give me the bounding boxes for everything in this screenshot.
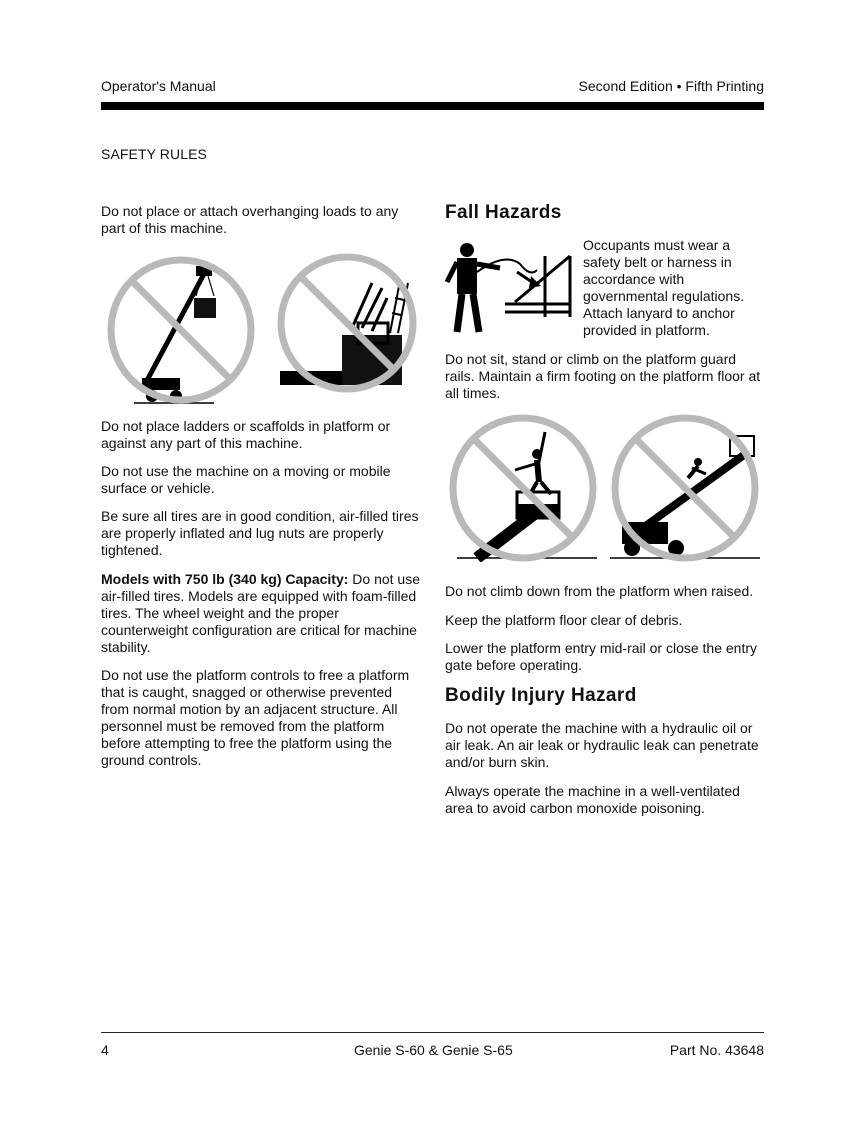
header-manual-title: Operator's Manual: [101, 78, 216, 94]
overhanging-loads-text: Do not place or attach overhanging loads to any part of this machine.: [101, 203, 399, 236]
header-rule: [101, 102, 764, 110]
harness-text: Occupants must wear a safety belt or harness in accordance with governmental regulations. Attach lanyard to anchor provided in platform.: [583, 237, 745, 338]
entry-gate-text: Lower the platform entry mid-rail or close the entry gate before operating.: [445, 640, 758, 673]
header-edition: Second Edition • Fifth Printing: [578, 78, 764, 94]
capacity-label: Models with 750 lb (340 kg) Capacity:: [101, 571, 349, 587]
footer-rule: [101, 1032, 764, 1033]
harness-lanyard-icon: [445, 242, 575, 337]
footer-part-number: Part No. 43648: [669, 1042, 764, 1058]
prohibition-overhanging-load-icon: [104, 256, 259, 406]
bodily-injury-heading: Bodily Injury Hazard: [445, 685, 637, 706]
capacity-text: [101, 571, 423, 656]
prohibition-climbing-boom-icon: [610, 412, 765, 562]
ladders-text: Do not place ladders or scaffolds in platform or against any part of this machine.: [101, 418, 391, 451]
debris-text: Keep the platform floor clear of debris.: [445, 612, 683, 628]
prohibition-standing-on-rails-icon: [447, 412, 602, 562]
prohibition-ladder-icon: [272, 253, 422, 393]
hydraulic-leak-text: Do not operate the machine with a hydraulic oil or air leak. An air leak or hydraulic leak can penetrate and/or burn skin.: [445, 720, 759, 770]
guard-rails-text: Do not sit, stand or climb on the platform guard rails. Maintain a firm footing on the platform floor at all times.: [445, 351, 761, 401]
footer-model: Genie S-60 & Genie S-65: [354, 1042, 513, 1058]
page-number: 4: [101, 1042, 109, 1058]
fall-hazards-heading: Fall Hazards: [445, 202, 562, 223]
moving-surface-text: Do not use the machine on a moving or mobile surface or vehicle.: [101, 463, 391, 496]
section-title: SAFETY RULES: [101, 146, 207, 162]
capacity-body: Do not use air-filled tires. Models are equipped with foam-filled tires. The wheel weight and the proper counterweight configuration are critical for machine stability.: [101, 571, 421, 655]
platform-controls-text: Do not use the platform controls to free a platform that is caught, snagged or otherwise prevented from normal motion by an adjacent structure. All personnel must be removed from the platform before attempting to free the platform using the ground controls.: [101, 667, 410, 768]
ventilation-text: Always operate the machine in a well-ventilated area to avoid carbon monoxide poisoning.: [445, 783, 740, 816]
tires-text: Be sure all tires are in good condition, air-filled tires are properly inflated and lug nuts are properly tightened.: [101, 508, 419, 558]
climb-down-text: Do not climb down from the platform when raised.: [445, 583, 754, 599]
